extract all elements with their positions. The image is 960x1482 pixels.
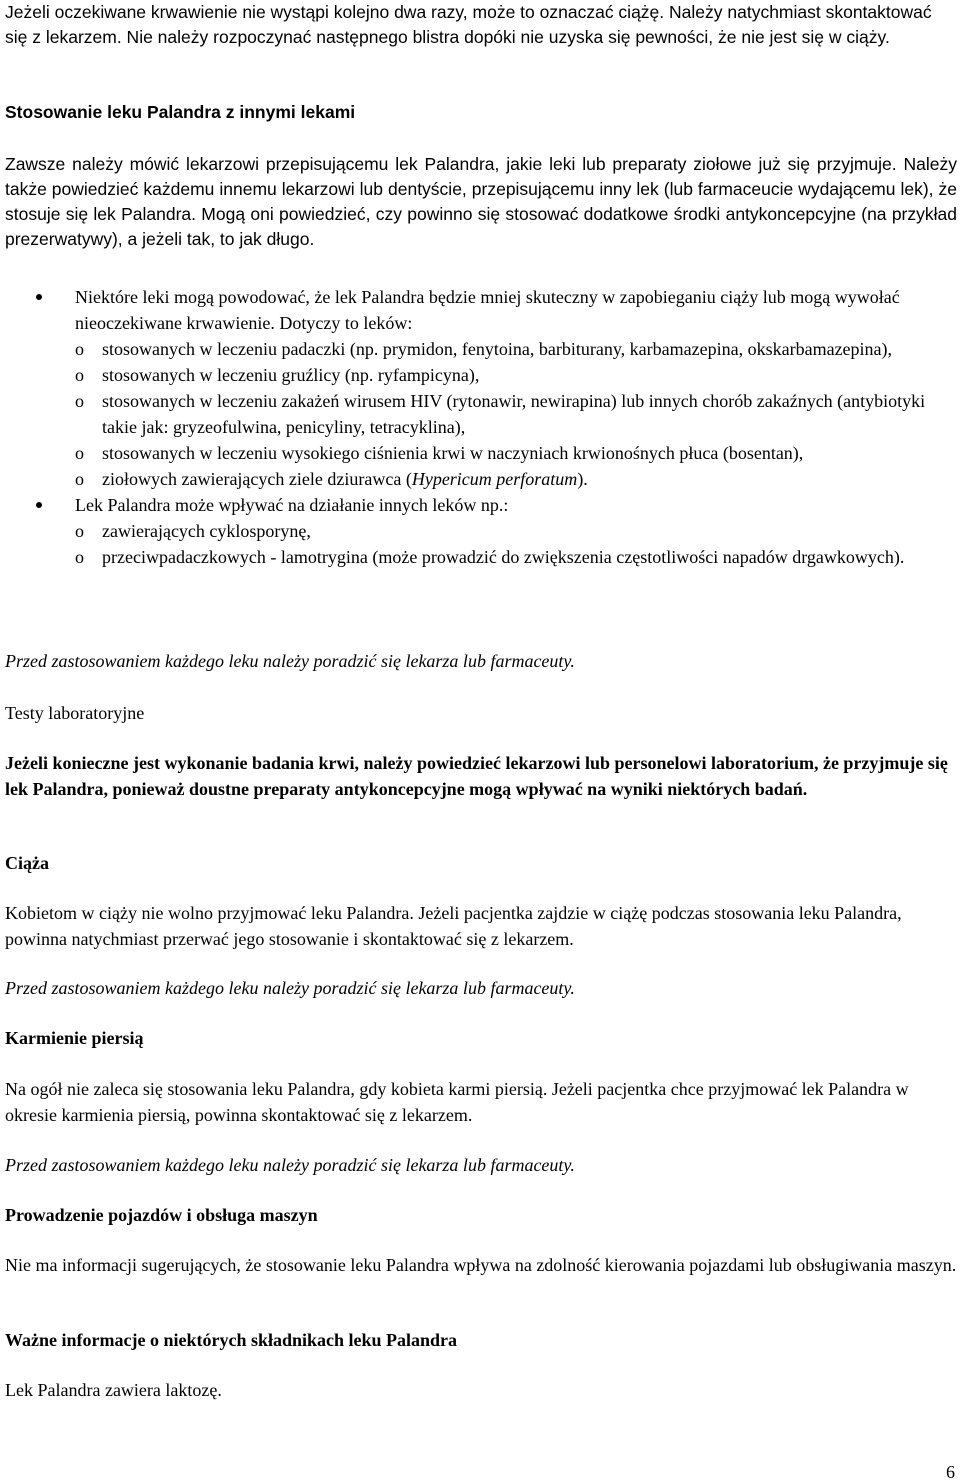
bullet-item-affects-other-drugs (5, 492, 957, 570)
bullet-item-reduced-effectiveness (5, 284, 957, 492)
sub-item-text: stosowanych w leczeniu wysokiego ciśnienia krwi w naczyniach krwionośnych płuca (bosentan), (102, 443, 804, 463)
bullet-icon (36, 294, 42, 300)
sub-item-herbal (75, 466, 957, 492)
circle-marker-icon: o (75, 547, 84, 567)
advice-note: Przed zastosowaniem każdego leku należy poradzić się lekarza lub farmaceuty. (5, 1155, 575, 1175)
advice-note: Przed zastosowaniem każdego leku należy poradzić się lekarza lub farmaceuty. (5, 978, 575, 998)
ingredients-heading: Ważne informacje o niektórych składnikach leku Palandra (5, 1330, 458, 1350)
sub-item-hypertension (75, 440, 957, 466)
sub-item-text: stosowanych w leczeniu padaczki (np. prymidon, fenytoina, barbiturany, karbamazepina, okskarbamazepina), (102, 339, 893, 359)
sub-item-text: stosowanych w leczeniu gruźlicy (np. ryfampicyna), (102, 365, 480, 385)
advice-note: Przed zastosowaniem każdego leku należy poradzić się lekarza lub farmaceuty. (5, 651, 575, 671)
sub-item-text: ziołowych zawierających ziele dziurawca ( (102, 469, 412, 489)
sub-item-hiv (75, 388, 957, 440)
breastfeeding-heading: Karmienie piersią (5, 1028, 144, 1048)
sub-item-text-end: ). (577, 469, 588, 489)
sub-item-cyclosporin (75, 518, 957, 544)
driving-paragraph: Nie ma informacji sugerujących, że stosowanie leku Palandra wpływa na zdolność kierowania pojazdami lub obsługiwania maszyn. (5, 1255, 957, 1275)
sub-item-tuberculosis (75, 362, 957, 388)
bullet-text: Niektóre leki mogą powodować, że lek Palandra będzie mniej skuteczny w zapobieganiu ciąży lub mogą wywołać nieoczekiwane krwawienie. Dotyczy to leków: (75, 287, 900, 333)
ingredients-paragraph: Lek Palandra zawiera laktozę. (5, 1380, 222, 1400)
driving-heading: Prowadzenie pojazdów i obsługa maszyn (5, 1205, 318, 1225)
interactions-paragraph: Zawsze należy mówić lekarzowi przepisującemu lek Palandra, jakie leki lub preparaty ziołowe już się przyjmuje. Należy także powiedzieć każdemu innemu lekarzowi lub dentyście, przepisującemu inny lek (lub farmaceucie wydającemu lek), że stosuje się lek Palandra. Mogą oni powiedzieć, czy powinno się stosować dodatkowe środki antykoncepcyjne (na przykład prezerwatywy), a jeżeli tak, to jak długo. (5, 154, 957, 249)
circle-marker-icon: o (75, 365, 84, 385)
sub-item-lamotrigine (75, 544, 957, 570)
lab-paragraph: Jeżeli konieczne jest wykonanie badania krwi, należy powiedzieć lekarzowi lub personelowi laboratorium, że przyjmuje się lek Palandra, ponieważ doustne preparaty antykoncepcyjne mogą wpływać na wyniki niektórych badań. (5, 753, 948, 799)
pregnancy-heading: Ciąża (5, 853, 49, 873)
breastfeeding-paragraph: Na ogół nie zaleca się stosowania leku Palandra, gdy kobieta karmi piersią. Jeżeli pacjentka chce przyjmować lek Palandra w okresie karmienia piersią, powinna skontaktować się z lekarzem. (5, 1079, 909, 1125)
circle-marker-icon: o (75, 443, 84, 463)
lab-heading: Testy laboratoryjne (5, 703, 145, 723)
page-number: 6 (946, 1462, 955, 1482)
interactions-list (5, 284, 957, 570)
intro-paragraph: Jeżeli oczekiwane krwawienie nie wystąpi kolejno dwa razy, może to oznaczać ciążę. Należy natychmiast skontaktować się z lekarzem. Nie należy rozpoczynać następnego blistra dopóki nie uzyska się pewności, że nie jest się w ciąży. (5, 2, 932, 47)
latin-name: Hypericum perforatum (411, 469, 578, 489)
circle-marker-icon: o (75, 339, 84, 359)
circle-marker-icon: o (75, 469, 84, 489)
pregnancy-paragraph: Kobietom w ciąży nie wolno przyjmować leku Palandra. Jeżeli pacjentka zajdzie w ciążę podczas stosowania leku Palandra, powinna natychmiast przerwać jego stosowanie i skontaktować się z lekarzem. (5, 903, 902, 949)
circle-marker-icon: o (75, 391, 84, 411)
bullet-text: Lek Palandra może wpływać na działanie innych leków np.: (75, 495, 509, 515)
sub-item-epilepsy (75, 336, 957, 362)
sub-item-text: stosowanych w leczeniu zakażeń wirusem HIV (rytonawir, newirapina) lub innych chorób zakaźnych (antybiotyki takie jak: gryzeofulwina, penicyliny, tetracyklina), (102, 391, 926, 437)
sub-item-text: przeciwpadaczkowych - lamotrygina (może prowadzić do zwiększenia częstotliwości napadów drgawkowych). (102, 547, 905, 567)
sub-item-text: zawierających cyklosporynę, (102, 521, 311, 541)
circle-marker-icon: o (75, 521, 84, 541)
bullet-icon (36, 502, 42, 508)
interactions-heading: Stosowanie leku Palandra z innymi lekami (5, 102, 356, 122)
